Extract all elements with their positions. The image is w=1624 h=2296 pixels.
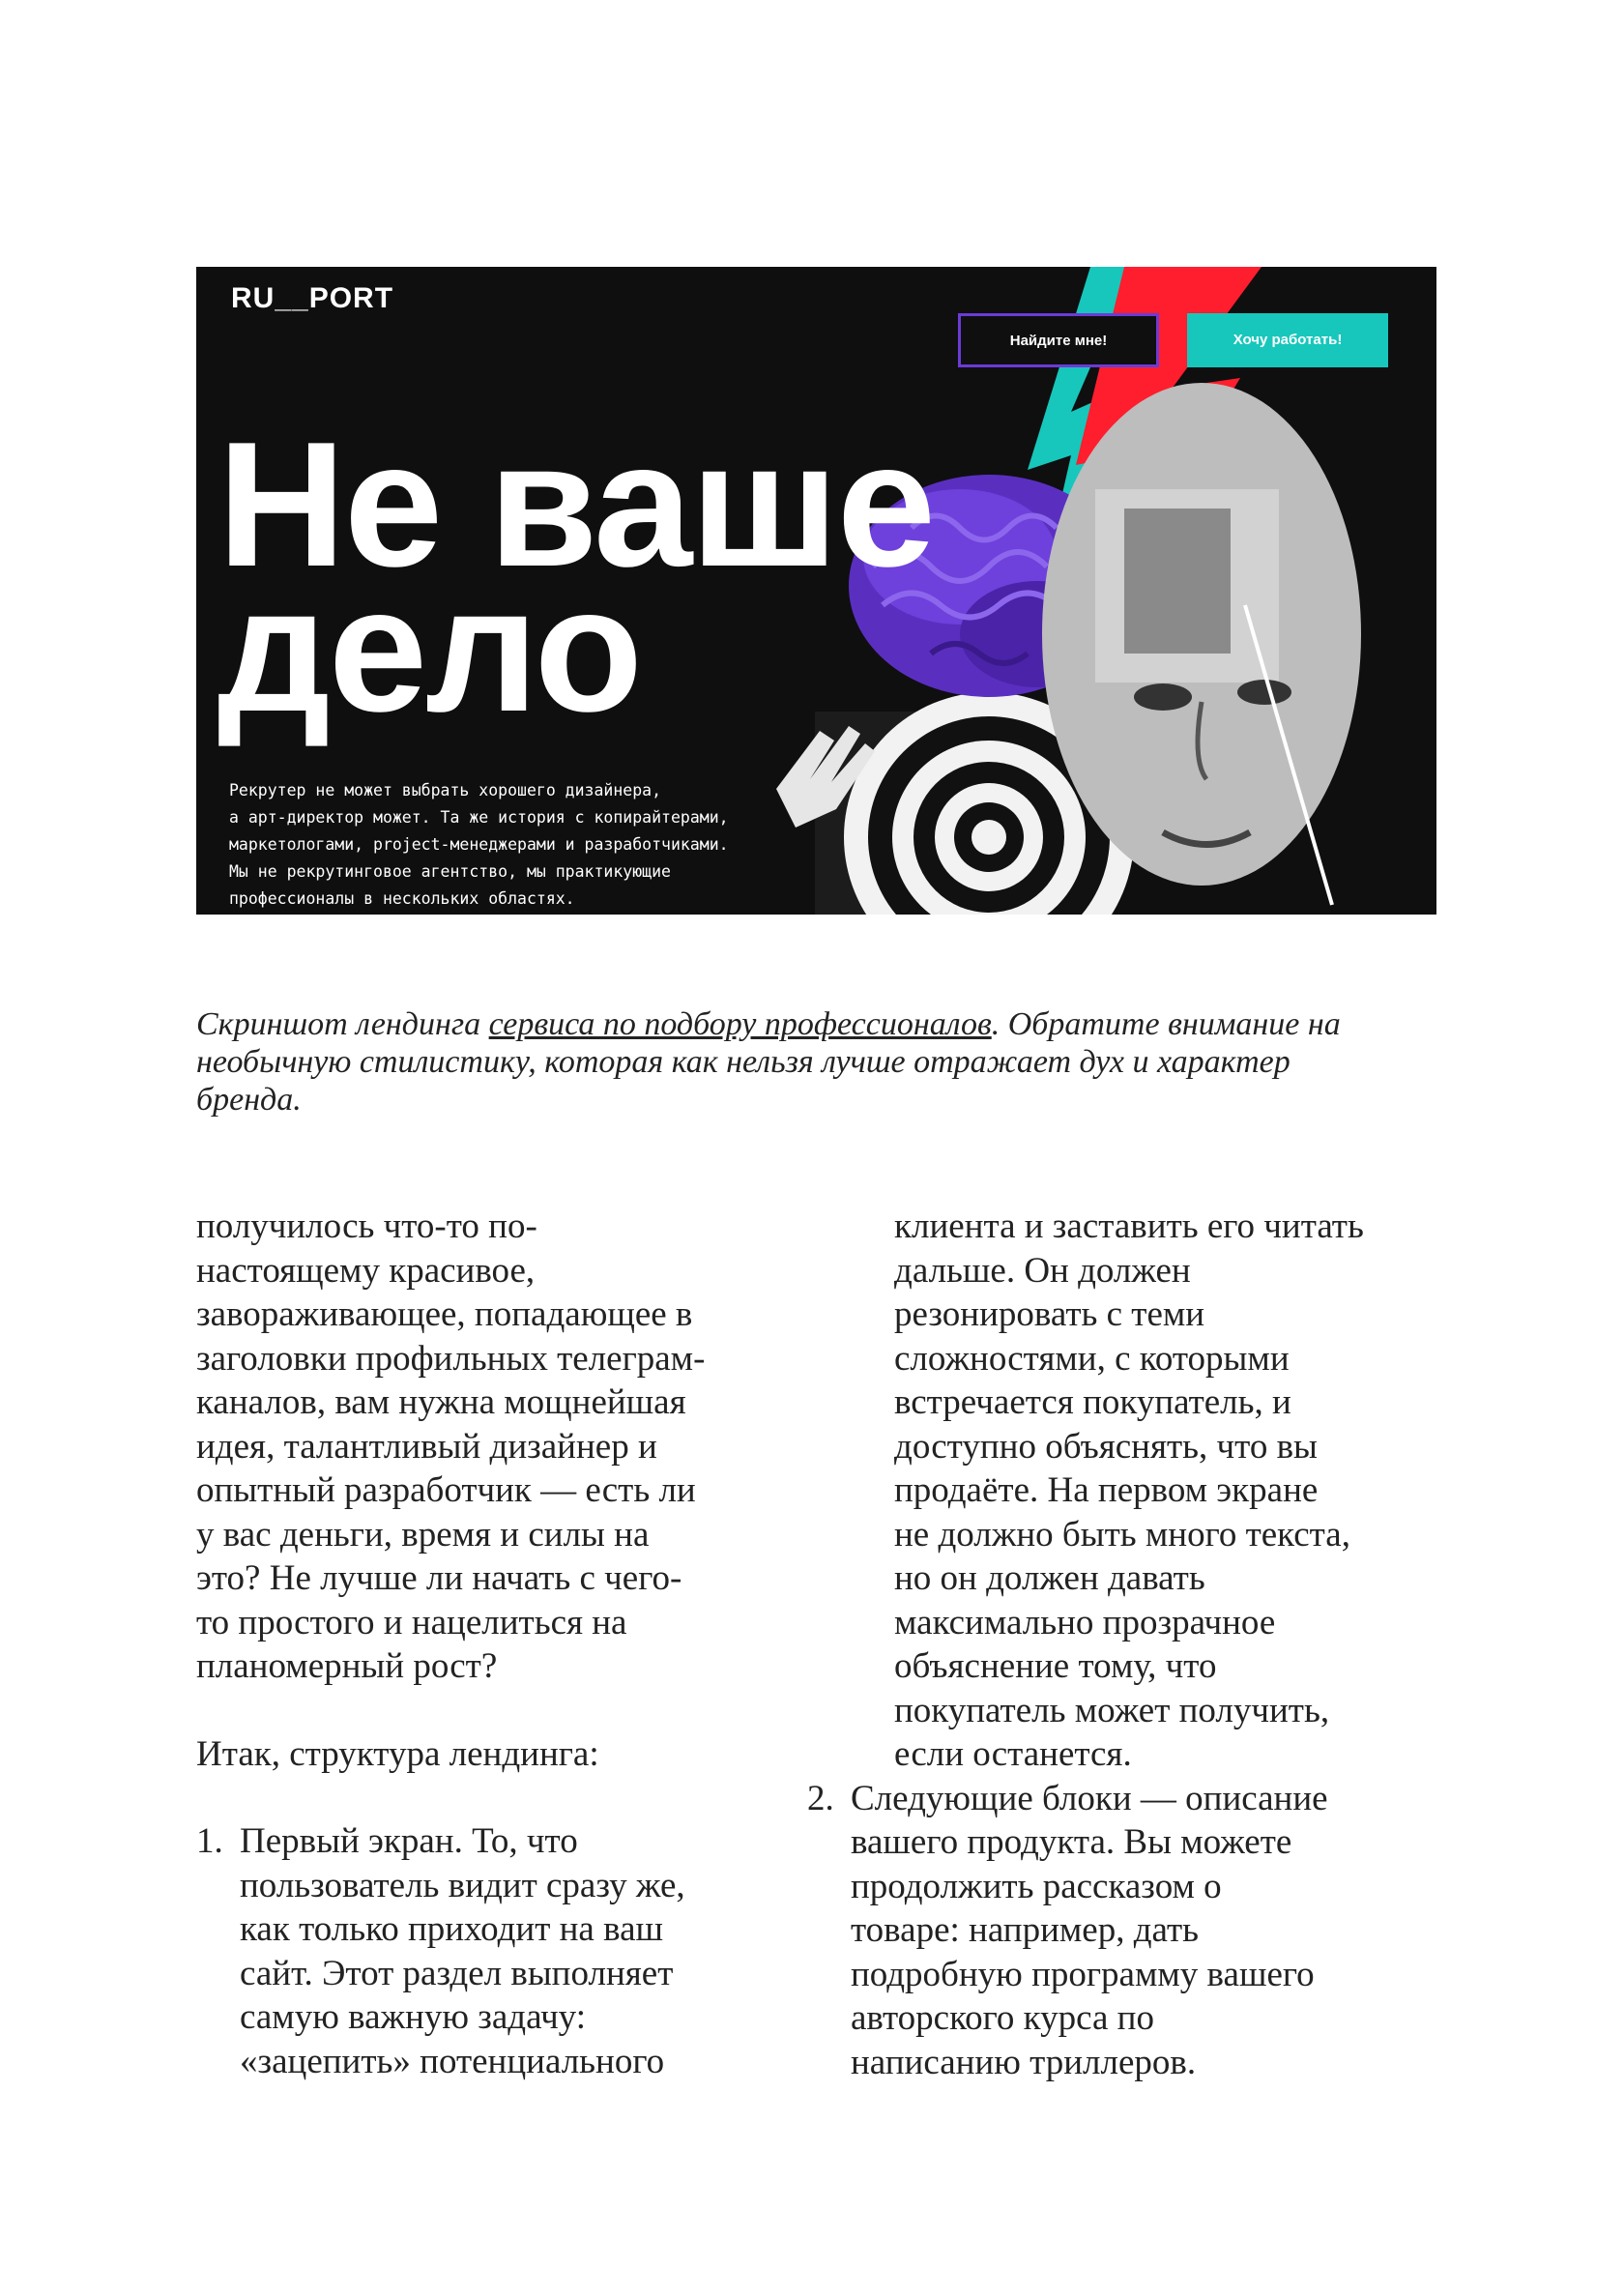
list-item-line: продаёте. На первом экране [894,1470,1319,1510]
list-item-body [894,1205,1450,1777]
image-caption [196,1005,1436,1119]
paragraph-line: настоящему красивое, [196,1250,536,1291]
list-item-body [851,1777,1450,2085]
right-column [807,1205,1450,2084]
list-item-line: покупатель может получить, [894,1690,1330,1730]
list-item-line: дальше. Он должен [894,1250,1191,1291]
caption-line: необычную стилистику, которая как нельзя лучше отражает дух и характер [196,1044,1290,1080]
caption-line [196,1005,1436,1043]
list-item-line: Первый экран. То, что [240,1821,578,1861]
list-item-line: но он должен давать [894,1558,1205,1598]
list-item [807,1777,1450,2085]
find-me-button[interactable]: Найдите мне! [958,313,1159,367]
paragraph-line: это? Не лучше ли начать с чего- [196,1558,682,1598]
caption-text: . Обратите внимание на [991,1006,1341,1042]
paragraph-line: опытный разработчик — есть ли [196,1470,696,1510]
caption-text: Скриншот лендинга [196,1006,489,1042]
list-item-line: как только приходит на ваш [240,1909,663,1949]
list-item-line: товаре: например, дать [851,1910,1200,1950]
list-item-line: написанию триллеров. [851,2042,1197,2082]
list-item-line: объяснение тому, что [894,1646,1217,1686]
list-item-line: сложностями, с которыми [894,1338,1290,1379]
list-item-line: вашего продукта. Вы можете [851,1822,1292,1862]
list-item-number: 1. [196,1821,223,1861]
list-item-line: не должно быть много текста, [894,1514,1350,1555]
list-item-line: резонировать с теми [894,1294,1205,1334]
hero-description-line: маркетологами, project-менеджерами и разработчиками. [229,835,729,854]
list-item-line: самую важную задачу: [240,1997,586,2037]
list-item-number: 2. [807,1778,834,1818]
intro-paragraph [196,1205,796,1689]
paragraph-line: каналов, вам нужна мощнейшая [196,1382,686,1422]
hero-description-line: Мы не рекрутинговое агентство, мы практикующие [229,862,671,881]
hero-headline [218,404,1088,748]
list-item [196,1819,796,2083]
left-column [196,1205,796,2083]
caption-line: бренда. [196,1082,302,1118]
paragraph-line: то простого и нацелиться на [196,1602,627,1642]
hero-description-line: а арт-директор может. Та же история с копирайтерами, [229,808,729,827]
paragraph-line: идея, талантливый дизайнер и [196,1426,657,1467]
list-item-line: пользователь видит сразу же, [240,1865,685,1905]
structure-heading: Итак, структура лендинга: [196,1733,599,1774]
hero-description-line: Рекрутер не может выбрать хорошего дизайнера, [229,781,662,799]
hero-description-line: профессионалы в нескольких областях. [229,889,575,908]
want-to-work-button[interactable]: Хочу работать! [1187,313,1388,367]
list-item-line: максимально прозрачное [894,1602,1276,1642]
site-logo[interactable]: RU__PORT [231,282,394,314]
list-item-line: клиента и заставить его читать [894,1206,1364,1246]
paragraph-line: планомерный рост? [196,1646,498,1686]
landing-screenshot [196,267,1436,915]
paragraph-line: завораживающее, попадающее в [196,1294,693,1334]
list-item-line: подробную программу вашего [851,1954,1315,1994]
paragraph-line: заголовки профильных телеграм- [196,1338,706,1379]
list-item-body [240,1819,796,2083]
headline-line: дело [218,549,641,748]
list-item-line: продолжить рассказом о [851,1866,1222,1906]
list-item-line: сайт. Этот раздел выполняет [240,1953,674,1993]
caption-link[interactable]: сервиса по подбору профессионалов [488,1006,992,1042]
list-item-line: авторского курса по [851,1998,1154,2038]
paragraph-line: у вас деньги, время и силы на [196,1514,650,1555]
list-item-line: доступно объяснять, что вы [894,1426,1318,1467]
list-item-line: «зацепить» потенциального [240,2041,665,2081]
headline-line: Не ваше [218,404,935,603]
list-item-continued [851,1205,1450,1777]
list-item-line: Следующие блоки — описание [851,1778,1328,1818]
list-item-line: встречается покупатель, и [894,1382,1291,1422]
hero-description [229,777,828,913]
paragraph-line: получилось что-то по- [196,1206,537,1246]
list-item-line: если останется. [894,1734,1132,1774]
